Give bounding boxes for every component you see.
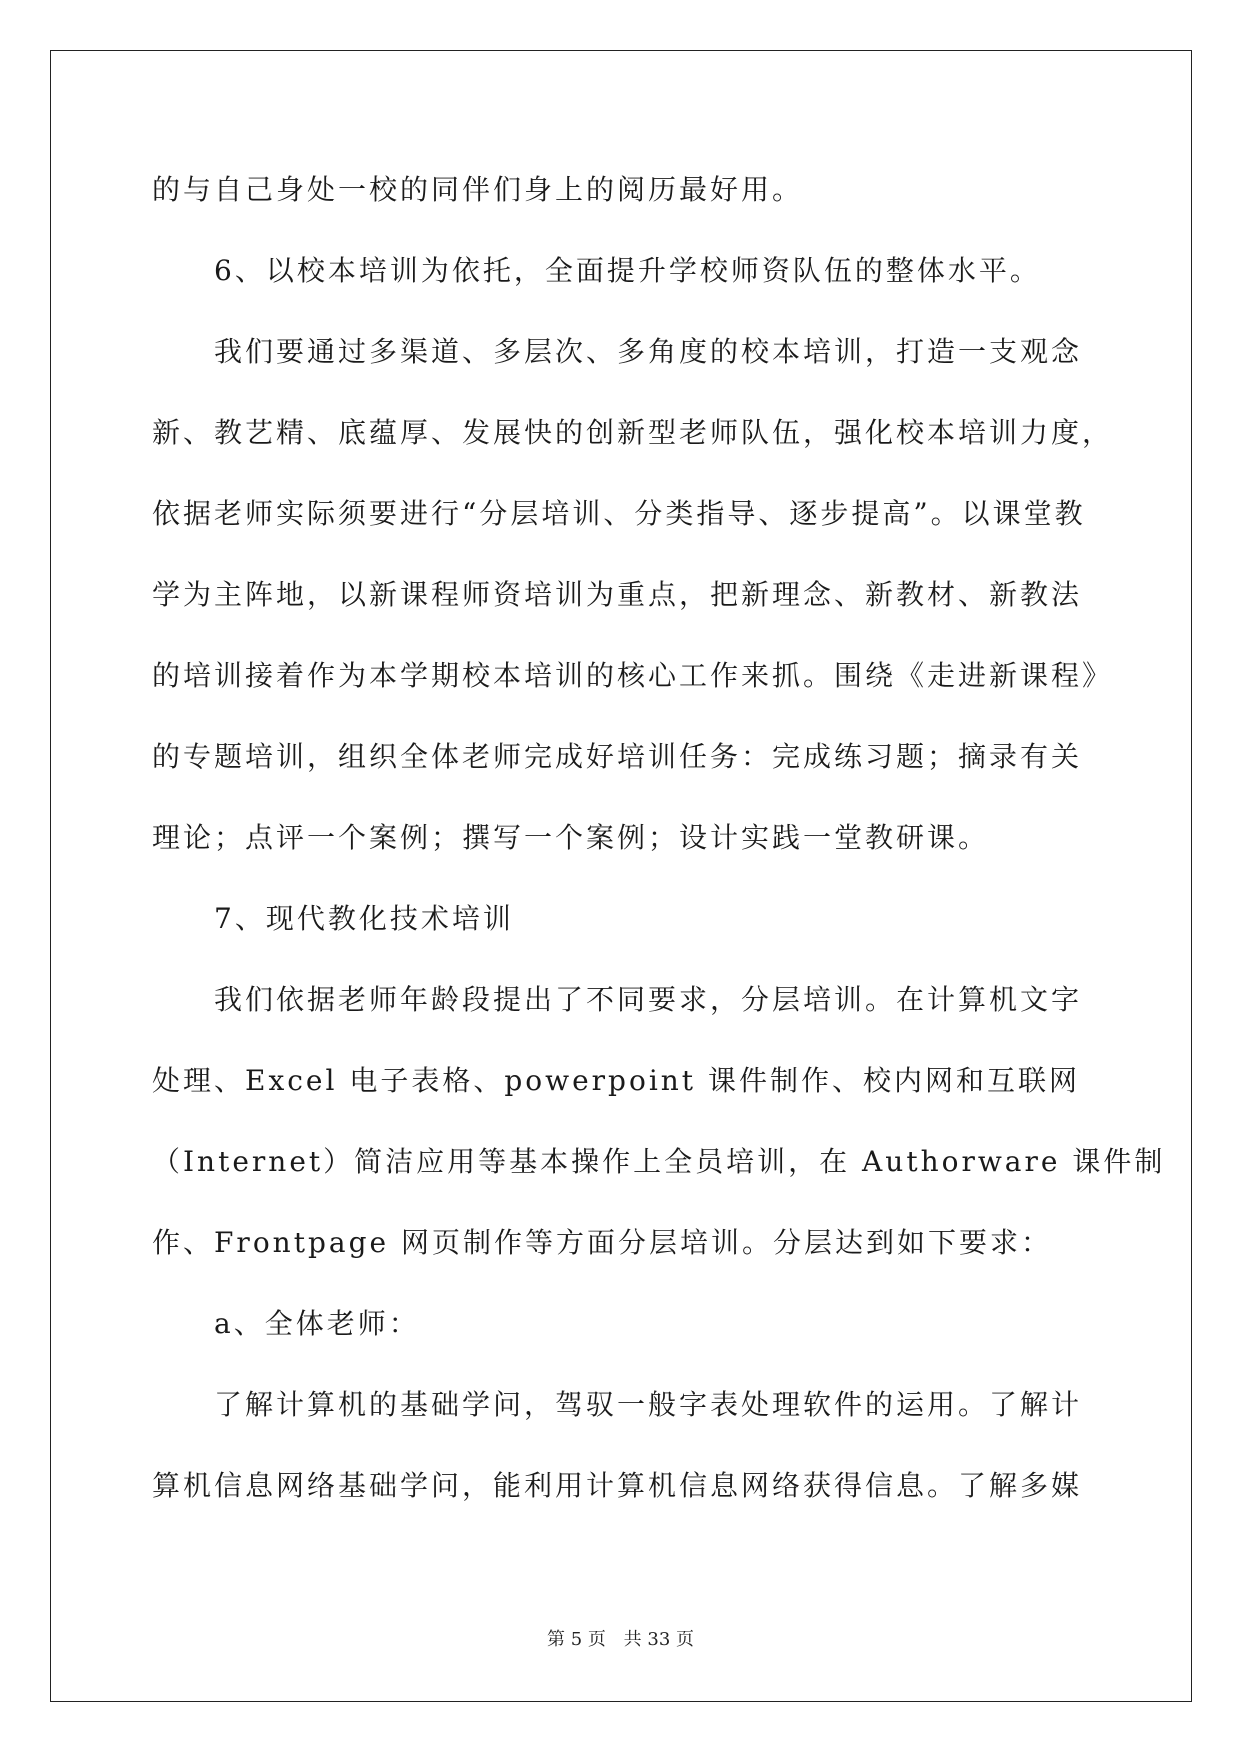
document-body (152, 160, 1166, 1537)
body-line: 我们要通过多渠道、多层次、多角度的校本培训，打造一支观念 (214, 335, 1083, 368)
body-line: 新、教艺精、底蕴厚、发展快的创新型老师队伍，强化校本培训力度， (152, 416, 1114, 449)
sub-heading: a、全体老师： (214, 1307, 420, 1340)
page-footer (0, 1625, 1241, 1651)
body-line: 作、Frontpage 网页制作等方面分层培训。分层达到如下要求： (152, 1226, 1052, 1259)
body-line: 了解计算机的基础学问，驾驭一般字表处理软件的运用。了解计 (214, 1388, 1083, 1421)
page-total: 共 33 页 (623, 1629, 694, 1650)
body-line: 学为主阵地，以新课程师资培训为重点，把新理念、新教材、新教法 (152, 578, 1083, 611)
body-line: 处理、Excel 电子表格、powerpoint 课件制作、校内网和互联网 (152, 1064, 1080, 1097)
section-heading: 6、以校本培训为依托，全面提升学校师资队伍的整体水平。 (214, 254, 1041, 287)
body-line: 的专题培训，组织全体老师完成好培训任务：完成练习题；摘录有关 (152, 740, 1083, 773)
body-line: 理论；点评一个案例；撰写一个案例；设计实践一堂教研课。 (152, 821, 990, 854)
body-line: 我们依据老师年龄段提出了不同要求，分层培训。在计算机文字 (214, 983, 1083, 1016)
body-line: 的培训接着作为本学期校本培训的核心工作来抓。围绕《走进新课程》 (152, 659, 1114, 692)
body-line: 的与自己身处一校的同伴们身上的阅历最好用。 (152, 173, 804, 206)
body-line: 依据老师实际须要进行“分层培训、分类指导、逐步提高”。以课堂教 (152, 497, 1086, 530)
section-heading: 7、现代教化技术培训 (214, 902, 514, 935)
body-line: （Internet）简洁应用等基本操作上全员培训，在 Authorware 课件制 (152, 1145, 1166, 1178)
body-line: 算机信息网络基础学问，能利用计算机信息网络获得信息。了解多媒 (152, 1469, 1083, 1502)
page-number: 第 5 页 (547, 1629, 606, 1650)
